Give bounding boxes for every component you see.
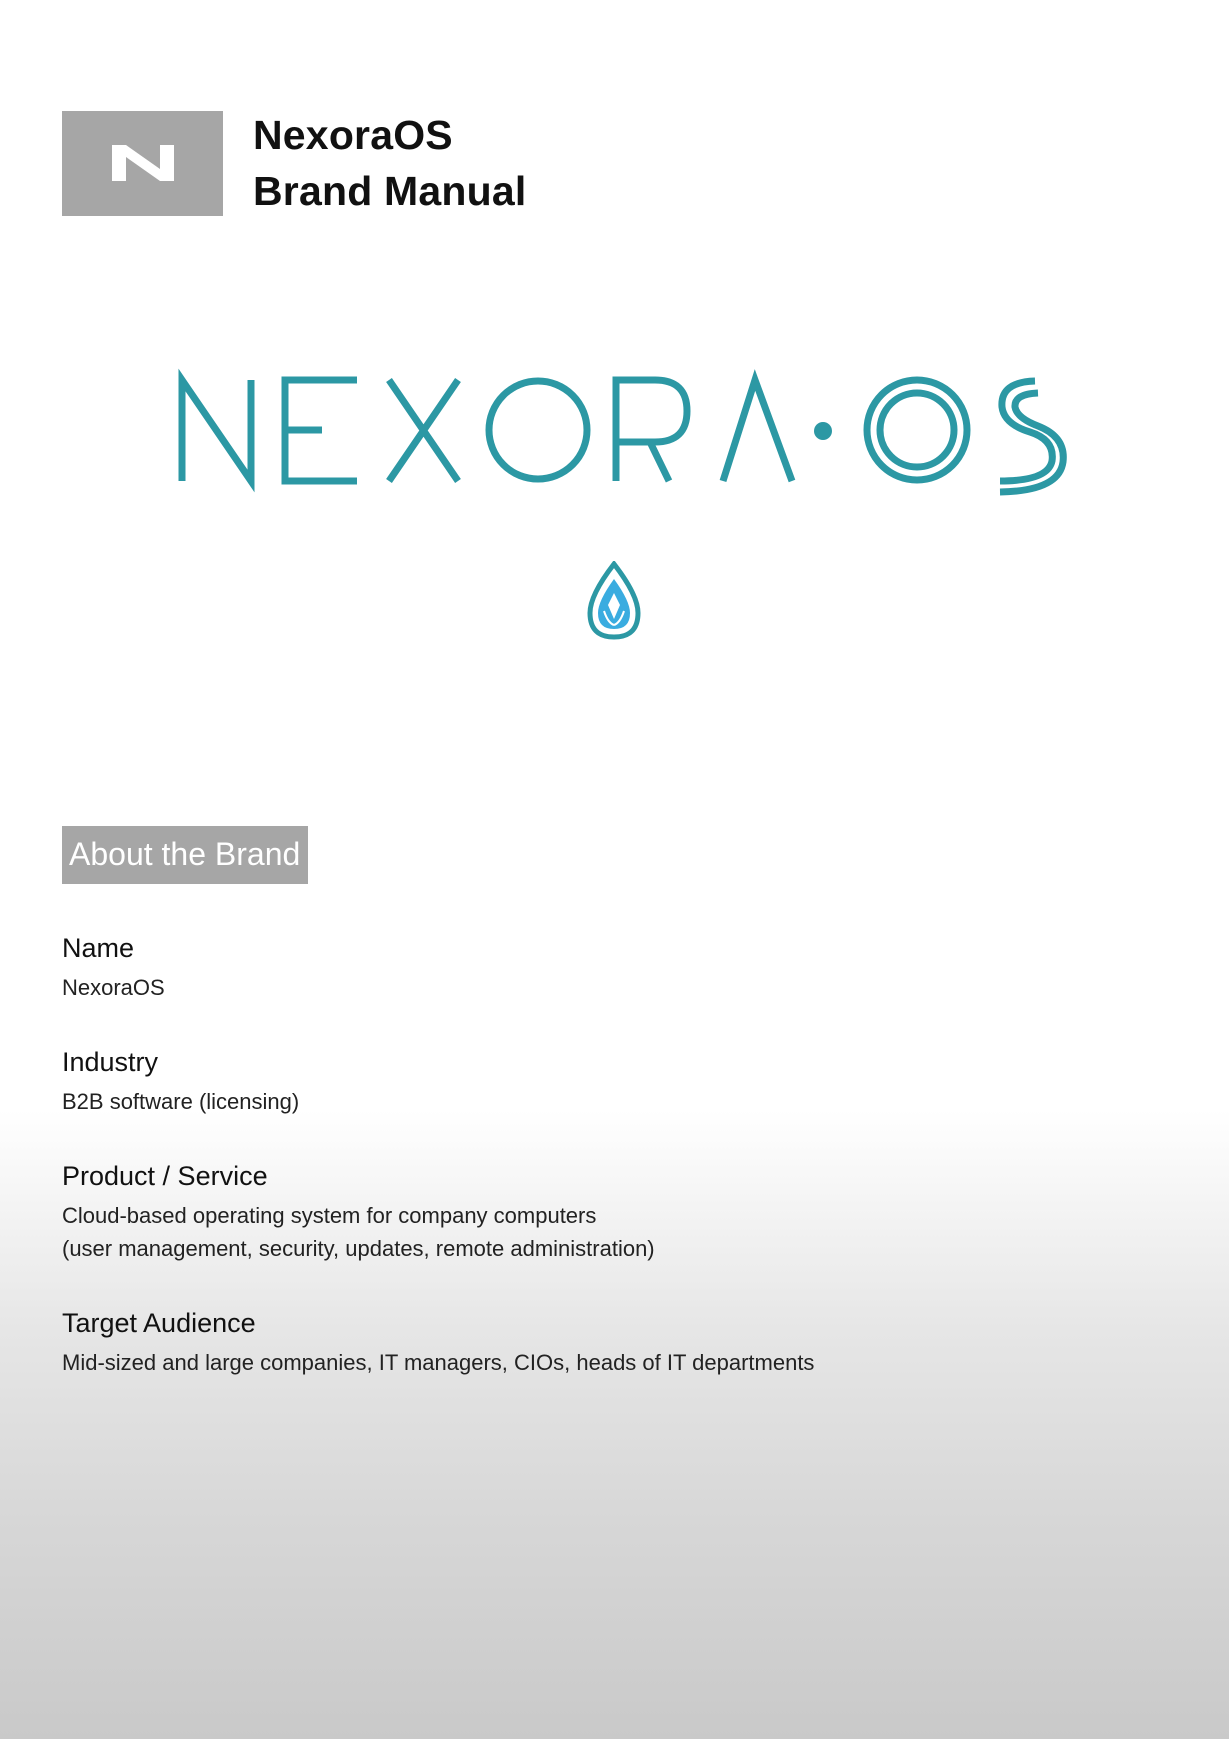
n-logo-icon (110, 143, 176, 183)
title-line-1: NexoraOS (253, 112, 453, 158)
document-header (62, 107, 527, 219)
field-label: Target Audience (62, 1308, 256, 1338)
document-title (253, 107, 527, 219)
field-label: Name (62, 933, 135, 963)
field-label: Industry (62, 1047, 159, 1077)
field-value: (user management, security, updates, remote administration) (62, 1236, 655, 1261)
brand-logo-mark (62, 111, 223, 216)
water-drop-icon (584, 561, 644, 641)
field-value: NexoraOS (62, 975, 165, 1000)
field-industry (62, 1044, 299, 1118)
section-heading-about: About the Brand (62, 826, 308, 884)
field-product-service (62, 1158, 655, 1265)
field-value: B2B software (licensing) (62, 1089, 300, 1114)
field-label: Product / Service (62, 1161, 268, 1191)
title-line-2: Brand Manual (253, 168, 527, 214)
field-value: Cloud-based operating system for company computers (62, 1203, 597, 1228)
nexora-os-wordmark (0, 360, 1229, 500)
field-value: Mid-sized and large companies, IT managers, CIOs, heads of IT departments (62, 1350, 815, 1375)
field-name (62, 930, 165, 1004)
field-target-audience (62, 1305, 814, 1379)
